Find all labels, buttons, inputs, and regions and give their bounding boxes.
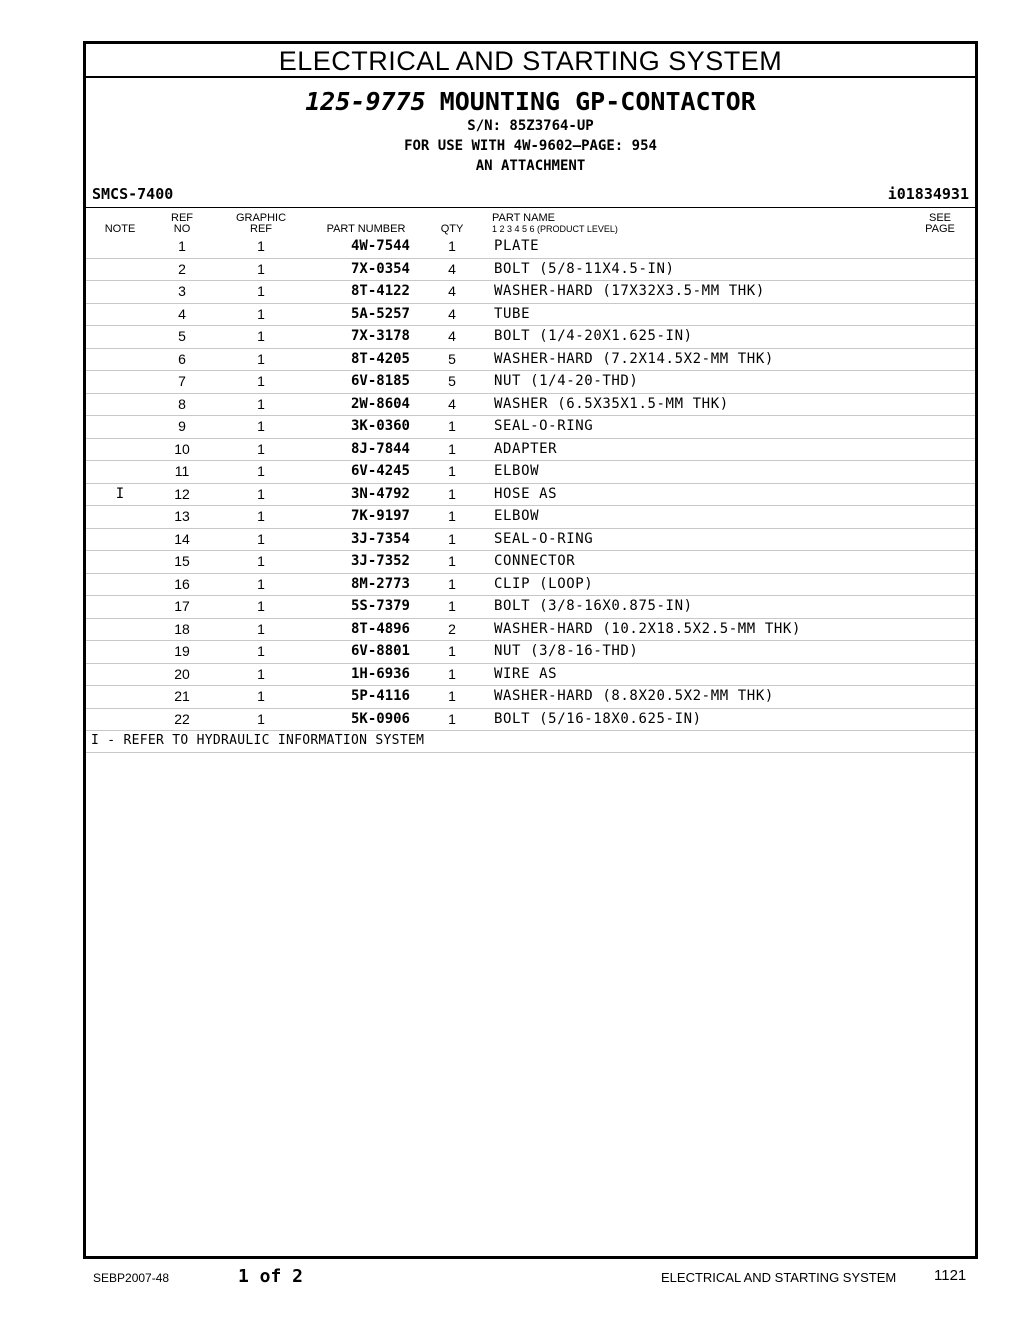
row-part-name: ELBOW bbox=[494, 463, 540, 479]
row-qty: 4 bbox=[448, 283, 456, 299]
row-ref-no: 1 bbox=[178, 238, 186, 254]
group-part-number[interactable]: 125-9775 bbox=[305, 87, 426, 116]
row-graphic-ref: 1 bbox=[257, 260, 265, 277]
row-graphic-ref: 1 bbox=[257, 463, 265, 479]
row-graphic-ref: 1 bbox=[257, 328, 265, 344]
row-graphic-ref: 1 bbox=[257, 395, 265, 412]
row-part-number[interactable]: 7K-9197 bbox=[350, 508, 410, 524]
col-graphic-line1: GRAPHIC bbox=[235, 212, 287, 224]
row-ref-no: 17 bbox=[174, 598, 190, 614]
footer-page-of: 1 of 2 bbox=[238, 1266, 304, 1287]
footer-section: ELECTRICAL AND STARTING SYSTEM bbox=[661, 1270, 897, 1285]
row-part-name: WASHER-HARD (7.2X14.5X2-MM THK) bbox=[494, 350, 774, 367]
row-part-number[interactable]: 5S-7379 bbox=[350, 598, 410, 614]
parts-table bbox=[86, 236, 975, 753]
col-ref-header bbox=[166, 213, 198, 235]
row-part-name: SEAL-O-RING bbox=[494, 418, 594, 434]
table-row bbox=[86, 484, 975, 507]
row-qty: 1 bbox=[448, 665, 456, 682]
table-row bbox=[86, 619, 975, 642]
row-ref-no: 19 bbox=[174, 643, 190, 659]
col-product-level: 1 2 3 4 5 6 (PRODUCT LEVEL) bbox=[492, 224, 618, 234]
row-part-number[interactable]: 3J-7352 bbox=[350, 553, 410, 569]
col-qty-header: QTY bbox=[440, 223, 464, 235]
row-note: I bbox=[115, 485, 125, 502]
table-row bbox=[86, 664, 975, 687]
row-part-name: BOLT (5/8-11X4.5-IN) bbox=[494, 260, 675, 277]
row-qty: 1 bbox=[448, 710, 456, 727]
row-qty: 1 bbox=[448, 463, 456, 479]
row-ref-no: 6 bbox=[178, 350, 186, 367]
group-heading bbox=[86, 88, 975, 176]
table-row bbox=[86, 439, 975, 462]
footnote-text: I - REFER TO HYDRAULIC INFORMATION SYSTEM bbox=[91, 733, 425, 748]
row-part-number[interactable]: 5A-5257 bbox=[350, 305, 410, 322]
use-with-note[interactable]: FOR USE WITH 4W-9602—PAGE: 954 bbox=[404, 138, 657, 154]
row-part-number[interactable]: 3K-0360 bbox=[350, 418, 410, 434]
row-qty: 1 bbox=[448, 485, 456, 502]
row-graphic-ref: 1 bbox=[257, 620, 265, 637]
row-part-name: WASHER-HARD (10.2X18.5X2.5-MM THK) bbox=[494, 620, 801, 637]
table-row bbox=[86, 236, 975, 259]
table-row bbox=[86, 506, 975, 529]
attachment-note: AN ATTACHMENT bbox=[475, 158, 586, 174]
row-ref-no: 13 bbox=[174, 508, 190, 524]
row-graphic-ref: 1 bbox=[257, 283, 265, 299]
row-part-number[interactable]: 8J-7844 bbox=[350, 440, 410, 457]
row-graphic-ref: 1 bbox=[257, 440, 265, 457]
row-qty: 1 bbox=[448, 530, 456, 547]
row-graphic-ref: 1 bbox=[257, 688, 265, 704]
row-part-name: TUBE bbox=[494, 305, 531, 322]
row-ref-no: 16 bbox=[174, 575, 190, 592]
row-qty: 2 bbox=[448, 620, 456, 637]
row-part-number[interactable]: 1H-6936 bbox=[350, 665, 410, 682]
row-graphic-ref: 1 bbox=[257, 238, 265, 254]
col-graphic-line2: REF bbox=[250, 223, 272, 235]
row-part-name: BOLT (1/4-20X1.625-IN) bbox=[494, 328, 693, 344]
row-part-name: WASHER (6.5X35X1.5-MM THK) bbox=[494, 395, 729, 412]
row-part-number[interactable]: 8T-4896 bbox=[350, 620, 410, 637]
row-part-number[interactable]: 7X-3178 bbox=[350, 328, 410, 344]
row-ref-no: 2 bbox=[178, 260, 186, 277]
table-row bbox=[86, 574, 975, 597]
row-graphic-ref: 1 bbox=[257, 553, 265, 569]
table-row bbox=[86, 326, 975, 349]
table-row bbox=[86, 461, 975, 484]
table-row bbox=[86, 596, 975, 619]
table-row bbox=[86, 259, 975, 282]
serial-number: S/N: 85Z3764-UP bbox=[467, 118, 594, 134]
row-graphic-ref: 1 bbox=[257, 508, 265, 524]
row-graphic-ref: 1 bbox=[257, 350, 265, 367]
row-ref-no: 15 bbox=[174, 553, 190, 569]
row-part-name: CONNECTOR bbox=[494, 553, 576, 569]
row-graphic-ref: 1 bbox=[257, 575, 265, 592]
col-see-line1: SEE bbox=[928, 212, 951, 224]
table-row bbox=[86, 371, 975, 394]
row-part-name: WASHER-HARD (8.8X20.5X2-MM THK) bbox=[494, 688, 774, 704]
row-graphic-ref: 1 bbox=[257, 710, 265, 727]
row-part-number[interactable]: 3J-7354 bbox=[350, 530, 410, 547]
group-name: MOUNTING GP-CONTACTOR bbox=[439, 87, 756, 116]
footer-doc-id: SEBP2007-48 bbox=[93, 1271, 170, 1285]
footer-page-number: 1121 bbox=[934, 1267, 967, 1284]
row-ref-no: 14 bbox=[174, 530, 190, 547]
row-qty: 1 bbox=[448, 238, 456, 254]
table-row bbox=[86, 394, 975, 417]
row-qty: 4 bbox=[448, 395, 456, 412]
table-row bbox=[86, 709, 975, 732]
row-qty: 1 bbox=[448, 418, 456, 434]
col-graphic-header bbox=[231, 213, 291, 235]
row-qty: 4 bbox=[448, 305, 456, 322]
row-ref-no: 20 bbox=[174, 665, 190, 682]
table-row bbox=[86, 529, 975, 552]
row-part-number[interactable]: 5K-0906 bbox=[350, 710, 410, 727]
col-ref-line2: NO bbox=[173, 223, 191, 235]
col-see-line2: PAGE bbox=[925, 223, 955, 235]
row-graphic-ref: 1 bbox=[257, 418, 265, 434]
footnote-row bbox=[86, 731, 975, 753]
header-divider bbox=[86, 207, 975, 208]
row-ref-no: 8 bbox=[178, 395, 186, 412]
row-part-name: BOLT (3/8-16X0.875-IN) bbox=[494, 598, 693, 614]
row-ref-no: 11 bbox=[174, 463, 190, 479]
row-ref-no: 10 bbox=[174, 440, 190, 457]
row-qty: 1 bbox=[448, 508, 456, 524]
row-qty: 1 bbox=[448, 688, 456, 704]
group-title bbox=[86, 88, 975, 116]
row-part-name: SEAL-O-RING bbox=[494, 530, 594, 547]
row-part-number[interactable]: 3N-4792 bbox=[350, 485, 410, 502]
row-ref-no: 4 bbox=[178, 305, 186, 322]
table-row bbox=[86, 641, 975, 664]
row-ref-no: 7 bbox=[178, 373, 186, 389]
row-ref-no: 9 bbox=[178, 418, 186, 434]
row-qty: 1 bbox=[448, 553, 456, 569]
row-part-number[interactable]: 8T-4205 bbox=[350, 350, 410, 367]
table-row bbox=[86, 551, 975, 574]
row-part-name: CLIP (LOOP) bbox=[494, 575, 594, 592]
col-part-name-header bbox=[492, 213, 618, 235]
row-part-name: NUT (3/8-16-THD) bbox=[494, 643, 639, 659]
row-graphic-ref: 1 bbox=[257, 598, 265, 614]
section-title: ELECTRICAL AND STARTING SYSTEM bbox=[86, 44, 975, 78]
row-part-name: ELBOW bbox=[494, 508, 540, 524]
row-graphic-ref: 1 bbox=[257, 485, 265, 502]
row-part-name: PLATE bbox=[494, 238, 540, 254]
row-part-name: NUT (1/4-20-THD) bbox=[494, 373, 639, 389]
row-part-number[interactable]: 4W-7544 bbox=[350, 238, 410, 254]
row-ref-no: 3 bbox=[178, 283, 186, 299]
col-part-name-line1: PART NAME bbox=[492, 212, 555, 224]
table-row bbox=[86, 281, 975, 304]
row-part-number[interactable]: 6V-8185 bbox=[350, 373, 410, 389]
illustration-id: i01834931 bbox=[887, 185, 969, 203]
row-qty: 1 bbox=[448, 643, 456, 659]
row-qty: 5 bbox=[448, 350, 456, 367]
row-part-number[interactable]: 8T-4122 bbox=[350, 283, 410, 299]
row-qty: 4 bbox=[448, 328, 456, 344]
row-part-name: WASHER-HARD (17X32X3.5-MM THK) bbox=[494, 283, 765, 299]
page-frame bbox=[83, 41, 978, 1259]
table-row bbox=[86, 416, 975, 439]
row-part-name: ADAPTER bbox=[494, 440, 558, 457]
row-graphic-ref: 1 bbox=[257, 305, 265, 322]
row-part-name: WIRE AS bbox=[494, 665, 558, 682]
row-graphic-ref: 1 bbox=[257, 665, 265, 682]
col-note-header: NOTE bbox=[104, 223, 136, 235]
row-qty: 1 bbox=[448, 598, 456, 614]
row-qty: 1 bbox=[448, 440, 456, 457]
row-part-number[interactable]: 7X-0354 bbox=[350, 260, 410, 277]
row-ref-no: 18 bbox=[174, 620, 190, 637]
table-row bbox=[86, 304, 975, 327]
col-see-page-header bbox=[918, 213, 962, 235]
table-row bbox=[86, 349, 975, 372]
row-part-name: HOSE AS bbox=[494, 485, 558, 502]
row-part-number[interactable]: 6V-4245 bbox=[350, 463, 410, 479]
row-qty: 5 bbox=[448, 373, 456, 389]
row-graphic-ref: 1 bbox=[257, 530, 265, 547]
smcs-code: SMCS-7400 bbox=[92, 185, 174, 203]
row-part-number[interactable]: 5P-4116 bbox=[350, 688, 410, 704]
col-ref-line1: REF bbox=[171, 212, 193, 224]
row-part-name: BOLT (5/16-18X0.625-IN) bbox=[494, 710, 702, 727]
row-graphic-ref: 1 bbox=[257, 643, 265, 659]
row-graphic-ref: 1 bbox=[257, 373, 265, 389]
row-ref-no: 22 bbox=[174, 710, 190, 727]
row-part-number[interactable]: 6V-8801 bbox=[350, 643, 410, 659]
col-part-number-header: PART NUMBER bbox=[326, 223, 406, 235]
row-ref-no: 12 bbox=[174, 485, 190, 502]
row-part-number[interactable]: 2W-8604 bbox=[350, 395, 410, 412]
row-part-number[interactable]: 8M-2773 bbox=[350, 575, 410, 592]
table-row bbox=[86, 686, 975, 709]
row-ref-no: 21 bbox=[174, 688, 190, 704]
row-qty: 4 bbox=[448, 260, 456, 277]
row-qty: 1 bbox=[448, 575, 456, 592]
row-ref-no: 5 bbox=[178, 328, 186, 344]
